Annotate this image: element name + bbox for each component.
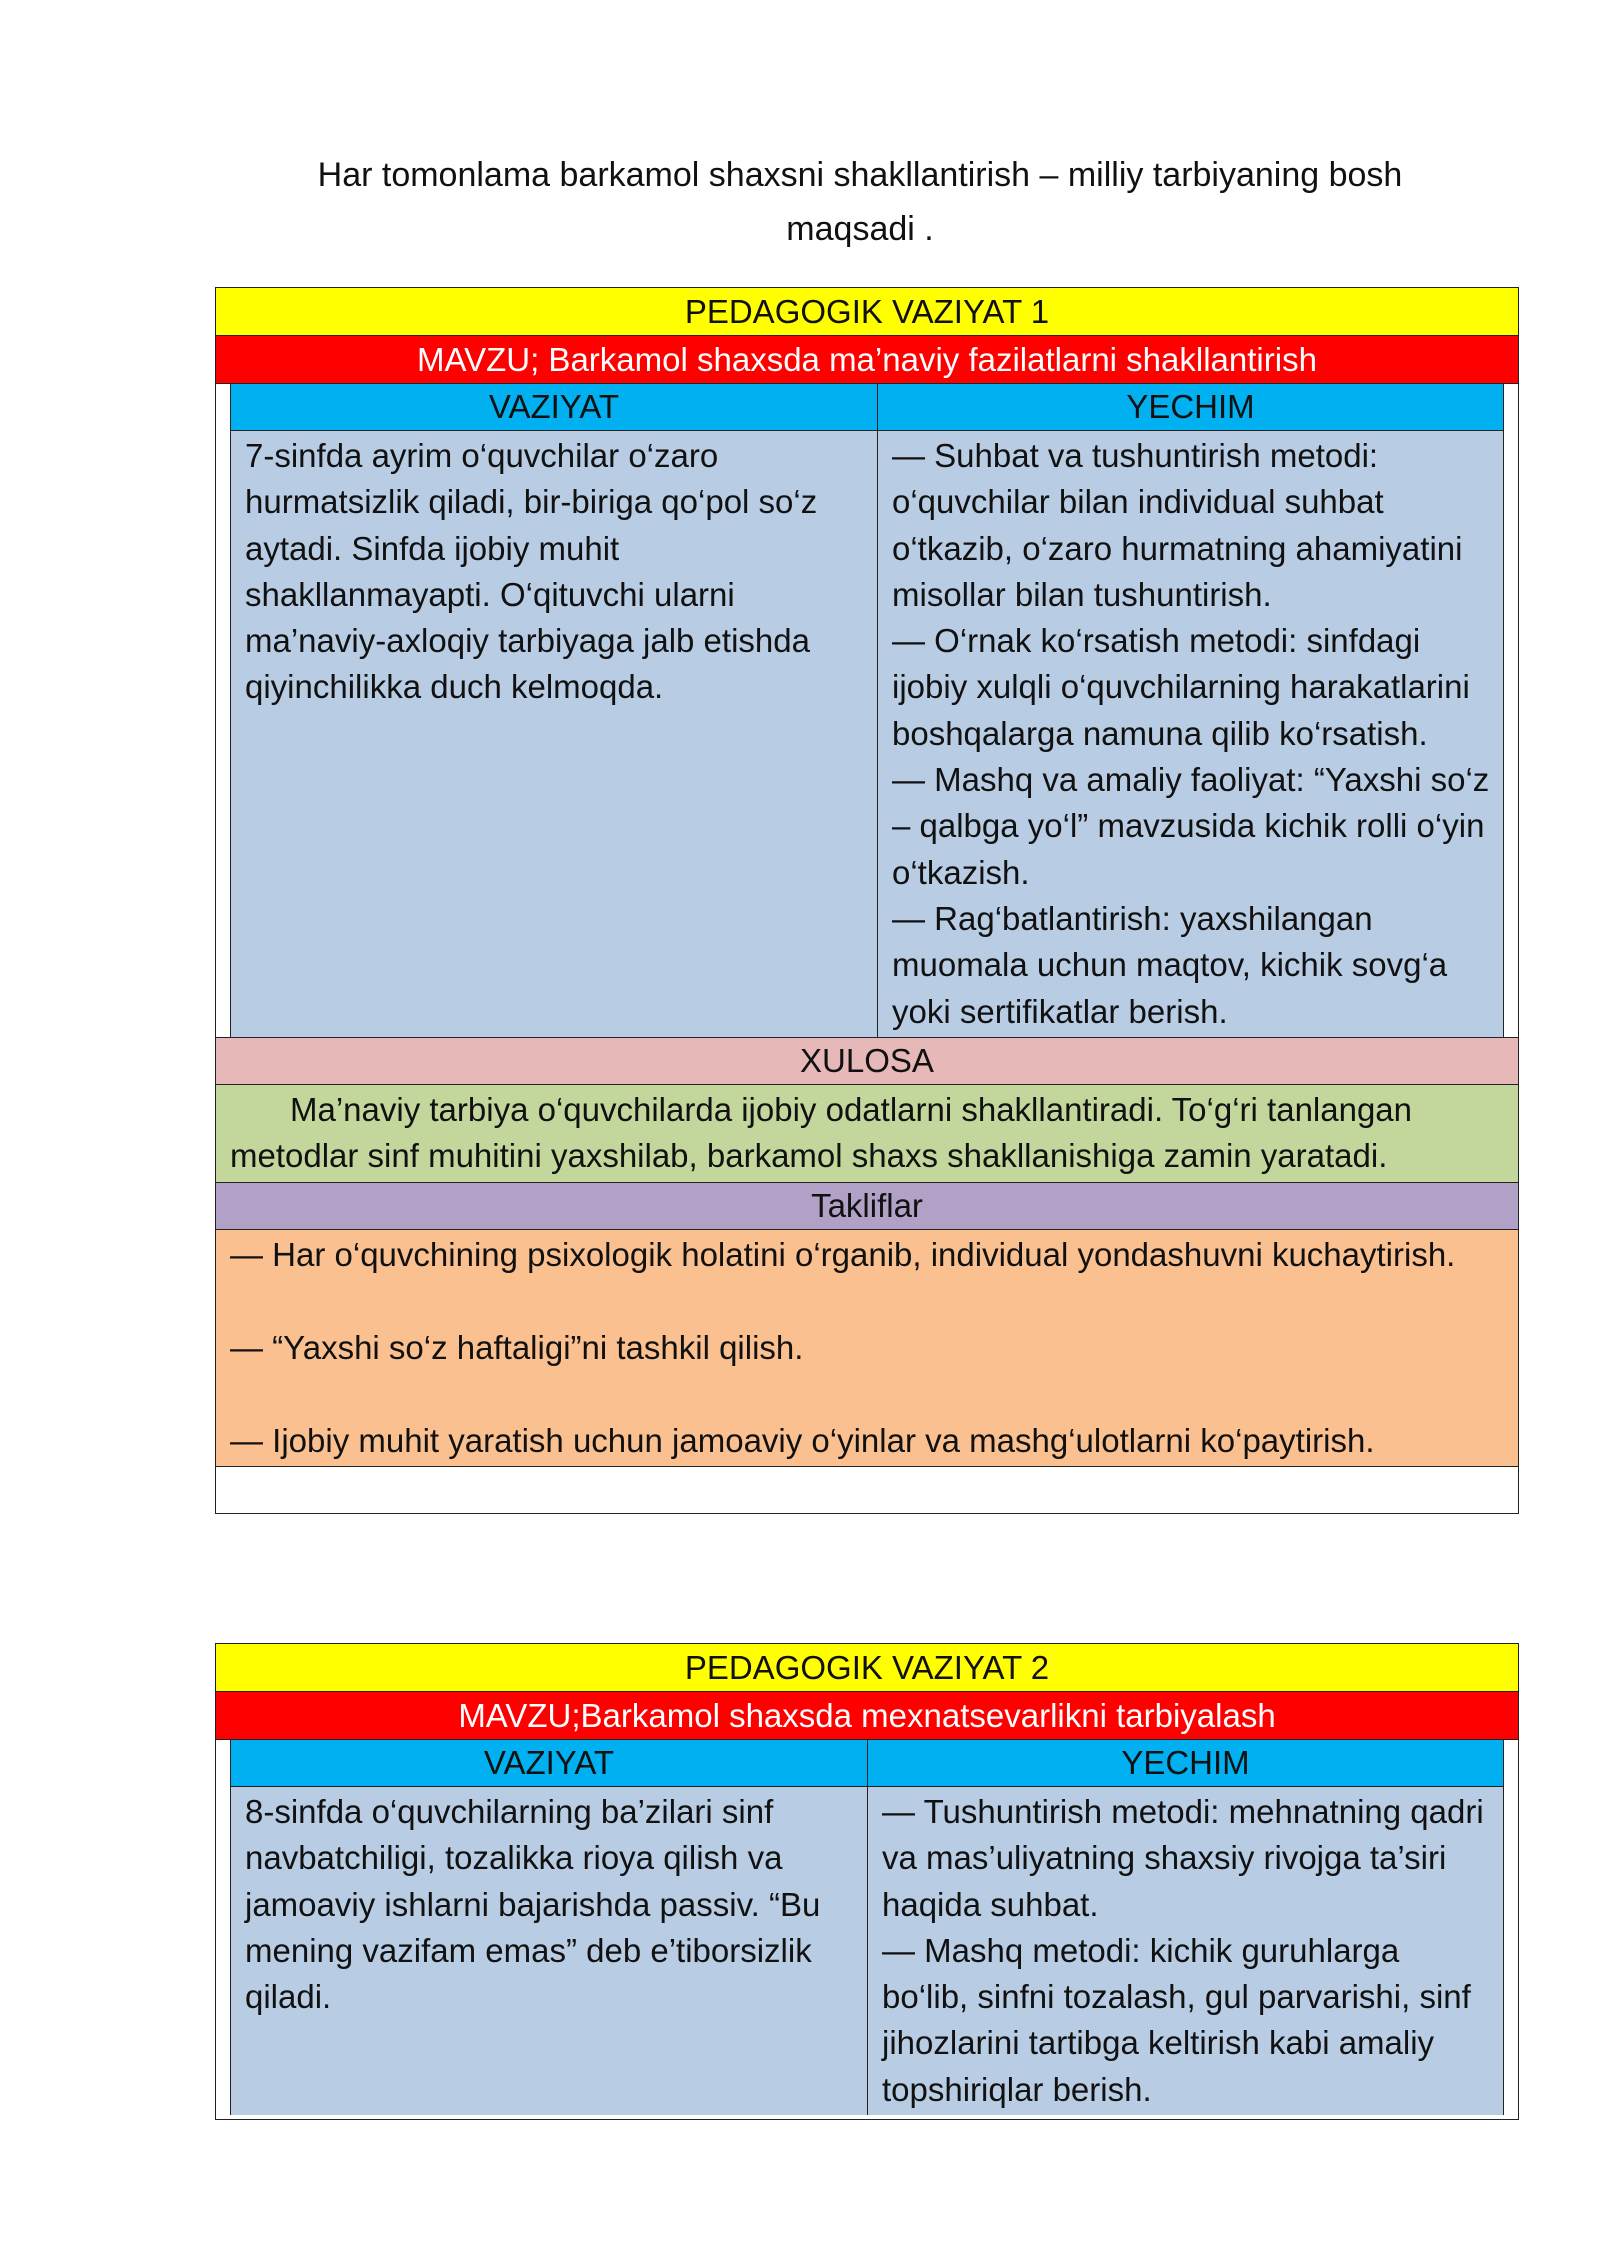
conclusion-label: XULOSA (215, 1037, 1519, 1084)
situation-table (230, 384, 1504, 1037)
solution-text: — Tushuntirish metodi: mehnatning qadri va mas’uliyatning shaxsiy rivojga ta’siri haqida suhbat. — Mashq metodi: kichik guruhlarga bo‘lib, sinfni tozalash, gul parvarishi, sinf jihozlarini tartibga keltirish kabi amaliy topshiriqlar berish. (867, 1787, 1503, 2115)
proposal-item: — Har o‘quvchining psixologik holatini o‘rganib, individual yondashuvni kuchaytirish. (230, 1235, 1456, 1273)
situation-block-2 (215, 1643, 1519, 2120)
situation-table-frame (215, 383, 1519, 1037)
table-bottom-border (215, 2115, 1519, 2120)
situation-table (230, 1740, 1504, 2115)
proposals-label: Takliflar (215, 1182, 1519, 1229)
situation-text: 7-sinfda ayrim o‘quvchilar o‘zaro hurmatsizlik qiladi, bir-biriga qo‘pol so‘z aytadi. Sinfda ijobiy muhit shakllanmayapti. O‘qituvchi ularni ma’naviy-axloqiy tarbiyaga jalb etishda qiyinchilikka duch kelmoqda. (231, 431, 877, 1037)
situation-topic: MAVZU;Barkamol shaxsda mexnatsevarlikni tarbiyalash (215, 1691, 1519, 1739)
proposal-item: — “Yaxshi so‘z haftaligi”ni tashkil qilish. (230, 1328, 804, 1366)
col-header-solution: YECHIM (867, 1740, 1503, 1787)
situation-text: 8-sinfda o‘quvchilarning ba’zilari sinf navbatchiligi, tozalikka rioya qilish va jamoaviy ishlarni bajarishda passiv. “Bu mening vazifam emas” deb e’tiborsizlik qiladi. (231, 1787, 867, 2115)
proposal-item: — Ijobiy muhit yaratish uchun jamoaviy o‘yinlar va mashg‘ulotlarni ko‘paytirish. (230, 1421, 1375, 1459)
solution-text: — Suhbat va tushuntirish metodi: o‘quvchilar bilan individual suhbat o‘tkazib, o‘zaro hurmatning ahamiyatini misollar bilan tushuntirish. — O‘rnak ko‘rsatish metodi: sinfdagi ijobiy xulqli o‘quvchilarning harakatlarini boshqalarga namuna qilib ko‘rsatish. — Mashq va amaliy faoliyat: “Yaxshi so‘z – qalbga yo‘l” mavzusida kichik rolli o‘yin o‘tkazish. — Rag‘batlantirish: yaxshilangan muomala uchun maqtov, kichik sovg‘a yoki sertifikatlar berish. (877, 431, 1503, 1037)
empty-row (215, 1466, 1519, 1514)
document-title: Har tomonlama barkamol shaxsni shakllantirish – milliy tarbiyaning bosh maqsadi . (317, 156, 1403, 248)
situation-block-1 (215, 287, 1519, 1514)
situation-heading: PEDAGOGIK VAZIYAT 2 (215, 1643, 1519, 1691)
situation-heading: PEDAGOGIK VAZIYAT 1 (215, 287, 1519, 335)
situation-topic: MAVZU; Barkamol shaxsda ma’naviy fazilatlarni shakllantirish (215, 335, 1519, 383)
col-header-situation: VAZIYAT (231, 1740, 867, 1787)
proposals-list (215, 1229, 1519, 1467)
situation-table-frame (215, 1739, 1519, 2115)
conclusion-text: Ma’naviy tarbiya o‘quvchilarda ijobiy odatlarni shakllantiradi. To‘g‘ri tanlangan metodlar sinf muhitini yaxshilab, barkamol shaxs shakllanishiga zamin yaratadi. (215, 1084, 1519, 1182)
col-header-solution: YECHIM (877, 384, 1503, 431)
col-header-situation: VAZIYAT (231, 384, 877, 431)
